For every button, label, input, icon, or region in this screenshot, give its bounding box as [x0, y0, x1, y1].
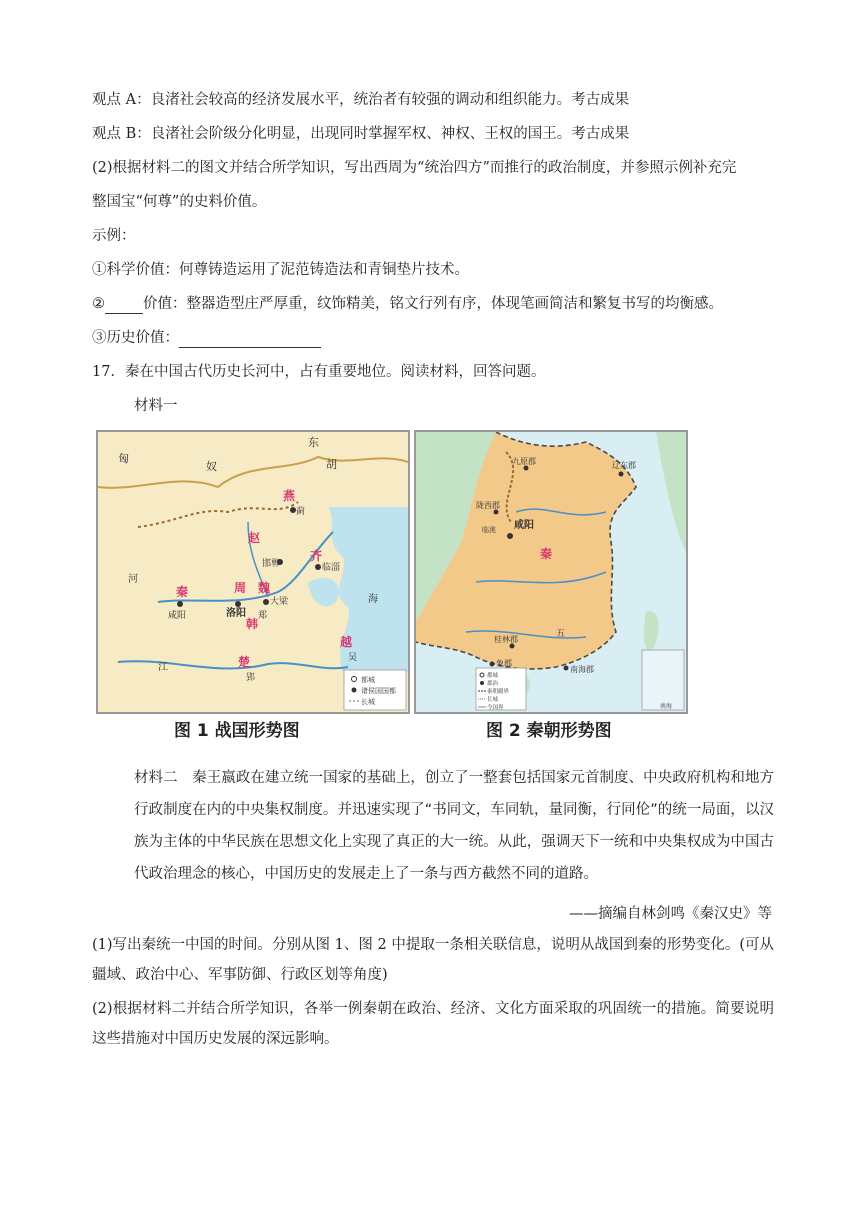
map1-legend-state: 诸侯国国都	[361, 687, 396, 695]
view-a: 观点 A：良渚社会较高的经济发展水平，统治者有较强的调动和组织能力。考古成果	[92, 92, 630, 108]
warring-states-map-svg	[98, 432, 408, 712]
map1-label-xiongnu1: 匈	[118, 452, 129, 465]
view-b: 观点 B：良渚社会阶级分化明显，出现同时掌握军权、神权、王权的国王。考古成果	[92, 126, 630, 142]
map1-label-zhou: 周	[234, 581, 247, 595]
warring-states-map	[96, 430, 410, 714]
value-3	[92, 328, 321, 348]
map1-label-luoyang: 洛阳	[226, 608, 246, 619]
map2-label-xianyang: 咸阳	[514, 520, 534, 531]
map1-label-xiongnu2: 奴	[206, 460, 217, 473]
map2-label-xiang: 象郡	[496, 659, 512, 668]
map2-legend-river: 今国界	[487, 705, 504, 711]
value-2-prefix: ②	[92, 296, 105, 312]
value-2-text: 价值：整器造型庄严厚重，纹饰精美，铭文行列有序，体现笔画简洁和繁复书写的均衡感。	[143, 296, 723, 312]
question-2-line-1: (2)根据材料二的图文并结合所学知识，写出西周为“统治四方”而推行的政治制度，并参照示例补充完	[92, 160, 737, 176]
map2-label-guilin: 桂林郡	[494, 635, 518, 644]
map1-label-ji: 蓟	[296, 507, 306, 517]
qin-dynasty-map	[414, 430, 688, 714]
map1-label-qin: 秦	[176, 585, 189, 599]
question-17: 17．秦在中国古代历史长河中，占有重要地位。阅读材料，回答问题。	[92, 364, 546, 380]
example-label: 示例：	[92, 228, 136, 244]
map1-label-qi: 齐	[310, 549, 323, 563]
answer-blank-2[interactable]	[179, 331, 321, 348]
map1-label-zhao: 赵	[248, 531, 261, 545]
map1-label-handan: 邯郸	[262, 559, 281, 569]
map2-label-wu: 五	[556, 629, 566, 639]
map1-label-linzi: 临淄	[322, 563, 341, 573]
map2-label-jiuyuan: 九原郡	[512, 457, 536, 466]
map2-legend-border: 秦朝疆界	[487, 689, 510, 695]
map1-legend-wall: 长城	[361, 698, 375, 706]
question-1: (1)写出秦统一中国的时间。分别从图 1、图 2 中提取一条相关联信息，说明从战国到秦的形势变化。(可从疆域、政治中心、军事防御、行政区划等角度)	[92, 937, 774, 983]
map1-label-ying: 郢	[246, 673, 256, 683]
material-2-source: ——摘编自林剑鸣《秦汉史》等	[569, 906, 772, 922]
figure-2-caption: 图 2 秦朝形势图	[486, 721, 612, 741]
map1-label-wu: 吴	[348, 653, 358, 663]
map2-label-nanhai: 南海郡	[570, 665, 594, 674]
map1-label-yan: 燕	[283, 489, 296, 503]
map2-legend-seat: 郡治	[487, 681, 499, 687]
material-2-paragraph	[92, 762, 774, 890]
qin-dynasty-map-svg	[416, 432, 686, 712]
map1-legend-capital: 都城	[361, 676, 375, 684]
value-2	[92, 294, 723, 314]
material-1-label: 材料一	[134, 398, 178, 414]
map2-legend-wall: 长城	[487, 697, 499, 703]
material-2-text: 材料二 秦王嬴政在建立统一国家的基础上，创立了一整套包括国家元首制度、中央政府机构和地方行政制度在内的中央集权制度。并迅速实现了“书同文，车同轨，量同衡，行同伦”的统一局面，以汉族为主体的中华民族在思想文化上实现了真正的大一统。从此，强调天下一统和中央集权成为中国古代政治理念的核心，中国历史的发展走上了一条与西方截然不同的道路。	[134, 770, 774, 882]
map2-label-nanhai-inset: 南海	[660, 703, 673, 710]
map1-label-daliang: 大梁	[270, 597, 289, 607]
map1-label-xianyang: 咸阳	[168, 611, 187, 621]
question-2: (2)根据材料二并结合所学知识，各举一例秦朝在政治、经济、文化方面采取的巩固统一的措施。简要说明这些措施对中国历史发展的深远影响。	[92, 1001, 774, 1047]
answer-blank-1[interactable]	[105, 297, 143, 314]
map1-label-hai: 海	[368, 594, 378, 605]
map2-label-qin: 秦	[540, 547, 553, 561]
map2-label-longxi: 陇西郡	[476, 501, 500, 510]
map1-label-yue: 越	[340, 635, 353, 649]
map1-label-zheng: 郑	[258, 611, 268, 621]
map1-label-jiang: 江	[158, 662, 168, 673]
map1-label-han: 韩	[246, 617, 259, 631]
map2-label-liaodong: 辽东郡	[612, 461, 636, 470]
figure-1-caption: 图 1 战国形势图	[174, 721, 300, 741]
map1-label-he: 河	[128, 574, 138, 585]
value-1: ①科学价值：何尊铸造运用了泥范铸造法和青铜垫片技术。	[92, 262, 469, 278]
map1-label-chu: 楚	[238, 655, 251, 669]
question-2-line-2: 整国宝“何尊”的史料价值。	[92, 194, 267, 210]
map2-label-lintao: 临洮	[482, 526, 496, 534]
map1-label-donghu1: 东	[308, 436, 319, 449]
map1-label-donghu2: 胡	[326, 458, 337, 471]
map1-label-wei: 魏	[258, 581, 271, 595]
map2-legend-capital: 都城	[487, 673, 499, 679]
value-3-text: ③历史价值：	[92, 330, 179, 346]
